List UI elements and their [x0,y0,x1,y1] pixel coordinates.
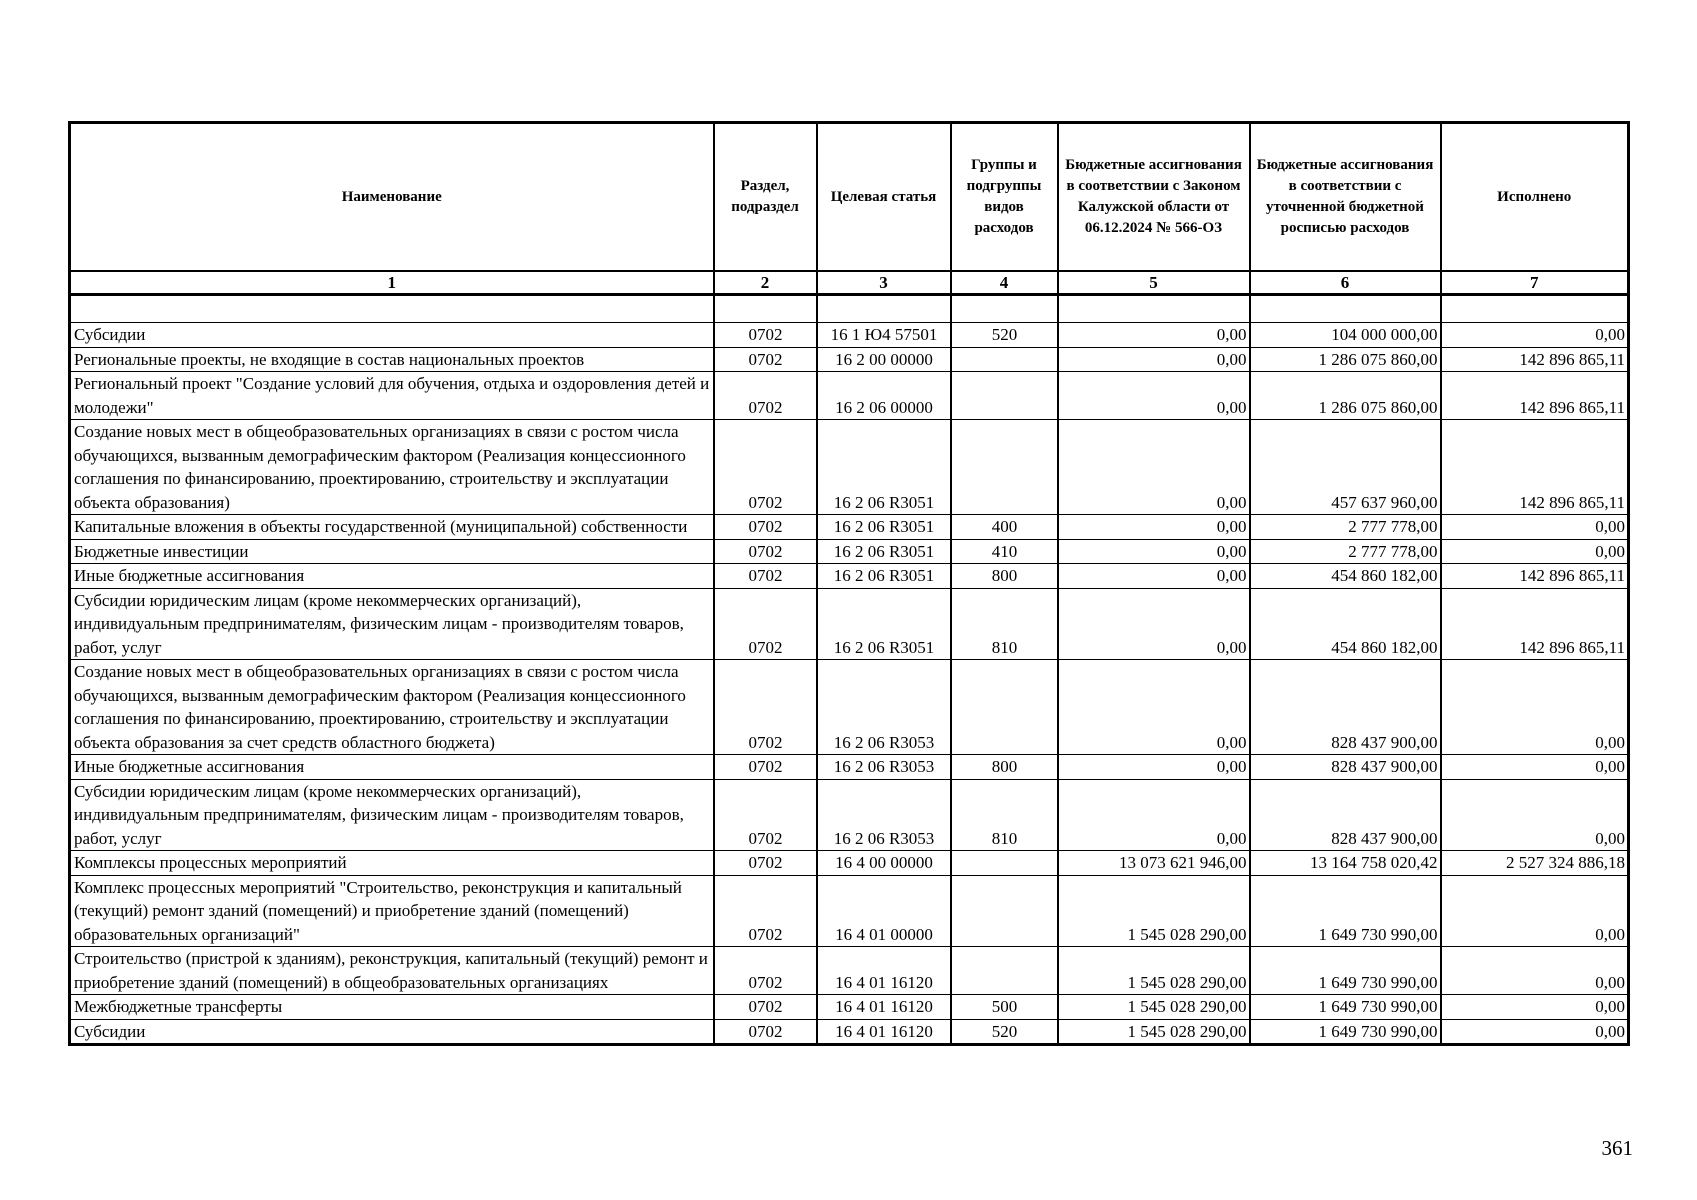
header-law-allocations: Бюджетные ассигнования в соответствии с Законом Калужской области от 06.12.2024 № 566-ОЗ [1058,123,1250,272]
cell-section: 0702 [714,1019,817,1045]
cell-name: Субсидии [70,1019,714,1045]
cell-name: Региональные проекты, не входящие в состав национальных проектов [70,347,714,372]
column-number: 6 [1250,271,1441,295]
table-row [70,539,1629,564]
cell-law-allocation: 0,00 [1058,755,1250,780]
cell-refined-allocation: 828 437 900,00 [1250,779,1441,851]
cell-target-article: 16 4 01 16120 [817,947,951,995]
header-executed: Исполнено [1441,123,1629,272]
table-row [70,875,1629,947]
cell-refined-allocation: 828 437 900,00 [1250,755,1441,780]
cell-target-article: 16 2 06 R3051 [817,564,951,589]
column-number: 1 [70,271,714,295]
cell-expense-group: 800 [951,755,1058,780]
cell-expense-group [951,851,1058,876]
cell-refined-allocation: 13 164 758 020,42 [1250,851,1441,876]
cell-expense-group [951,875,1058,947]
cell-target-article: 16 2 06 R3053 [817,660,951,755]
header-row [70,123,1629,272]
cell-section: 0702 [714,372,817,420]
header-target-article: Целевая статья [817,123,951,272]
cell-expense-group: 810 [951,779,1058,851]
cell-law-allocation: 1 545 028 290,00 [1058,1019,1250,1045]
cell-expense-group [951,947,1058,995]
table-row [70,947,1629,995]
cell-law-allocation: 0,00 [1058,588,1250,660]
cell-expense-group: 500 [951,995,1058,1020]
table-row [70,564,1629,589]
cell-executed: 2 527 324 886,18 [1441,851,1629,876]
cell-expense-group: 800 [951,564,1058,589]
cell-expense-group: 810 [951,588,1058,660]
cell-section: 0702 [714,323,817,348]
table-row [70,995,1629,1020]
spacer-row [70,295,1629,323]
cell-name: Субсидии [70,323,714,348]
cell-name: Бюджетные инвестиции [70,539,714,564]
header-refined-allocations: Бюджетные ассигнования в соответствии с уточненной бюджетной росписью расходов [1250,123,1441,272]
cell-law-allocation: 0,00 [1058,539,1250,564]
cell-target-article: 16 2 06 R3053 [817,779,951,851]
cell-name: Комплексы процессных мероприятий [70,851,714,876]
table-row [70,372,1629,420]
cell-executed: 142 896 865,11 [1441,372,1629,420]
page-number: 361 [1601,1136,1633,1160]
cell-refined-allocation: 828 437 900,00 [1250,660,1441,755]
cell-law-allocation: 0,00 [1058,323,1250,348]
cell-refined-allocation: 1 649 730 990,00 [1250,1019,1441,1045]
cell-section: 0702 [714,755,817,780]
cell-law-allocation: 0,00 [1058,372,1250,420]
table-row [70,515,1629,540]
cell-name: Иные бюджетные ассигнования [70,755,714,780]
column-number: 4 [951,271,1058,295]
cell-refined-allocation: 2 777 778,00 [1250,539,1441,564]
cell-law-allocation: 1 545 028 290,00 [1058,947,1250,995]
cell-name: Создание новых мест в общеобразовательных организациях в связи с ростом числа обучающихся, вызванным демографическим фактором (Реализация концессионного соглашения по финансированию, проектированию, строительству и эксплуатации объекта образования) [70,420,714,515]
cell-name: Создание новых мест в общеобразовательных организациях в связи с ростом числа обучающихся, вызванным демографическим фактором (Реализация концессионного соглашения по финансированию, проектированию, строительству и эксплуатации объекта образования за счет средств областного бюджета) [70,660,714,755]
column-number: 7 [1441,271,1629,295]
cell-refined-allocation: 1 649 730 990,00 [1250,875,1441,947]
cell-name: Субсидии юридическим лицам (кроме некоммерческих организаций), индивидуальным предпринимателям, физическим лицам - производителям товаров, работ, услуг [70,779,714,851]
cell-refined-allocation: 1 649 730 990,00 [1250,947,1441,995]
header-expense-groups: Группы и подгруппы видов расходов [951,123,1058,272]
cell-law-allocation: 0,00 [1058,515,1250,540]
table-row [70,755,1629,780]
cell-section: 0702 [714,779,817,851]
table-row [70,851,1629,876]
cell-section: 0702 [714,347,817,372]
cell-executed: 0,00 [1441,947,1629,995]
cell-section: 0702 [714,851,817,876]
cell-target-article: 16 4 01 00000 [817,875,951,947]
cell-executed: 142 896 865,11 [1441,420,1629,515]
cell-executed: 142 896 865,11 [1441,564,1629,589]
cell-section: 0702 [714,515,817,540]
column-number: 5 [1058,271,1250,295]
cell-refined-allocation: 457 637 960,00 [1250,420,1441,515]
table-row [70,660,1629,755]
cell-name: Комплекс процессных мероприятий "Строительство, реконструкция и капитальный (текущий) ремонт зданий (помещений) и приобретение зданий (помещений) образовательных организаций" [70,875,714,947]
cell-target-article: 16 2 00 00000 [817,347,951,372]
cell-section: 0702 [714,947,817,995]
cell-executed: 0,00 [1441,755,1629,780]
cell-law-allocation: 0,00 [1058,779,1250,851]
table-row [70,588,1629,660]
cell-executed: 0,00 [1441,779,1629,851]
cell-expense-group: 410 [951,539,1058,564]
cell-name: Строительство (пристрой к зданиям), реконструкция, капитальный (текущий) ремонт и приобретение зданий (помещений) в общеобразовательных организациях [70,947,714,995]
cell-name: Субсидии юридическим лицам (кроме некоммерческих организаций), индивидуальным предпринимателям, физическим лицам - производителям товаров, работ, услуг [70,588,714,660]
cell-executed: 0,00 [1441,323,1629,348]
cell-target-article: 16 2 06 R3051 [817,515,951,540]
cell-target-article: 16 2 06 00000 [817,372,951,420]
cell-executed: 0,00 [1441,539,1629,564]
table-row [70,420,1629,515]
table-row [70,1019,1629,1045]
cell-law-allocation: 13 073 621 946,00 [1058,851,1250,876]
cell-section: 0702 [714,875,817,947]
budget-table-container [68,121,1627,1046]
cell-target-article: 16 4 01 16120 [817,1019,951,1045]
cell-expense-group [951,372,1058,420]
cell-target-article: 16 2 06 R3053 [817,755,951,780]
table-row [70,779,1629,851]
cell-law-allocation: 0,00 [1058,347,1250,372]
cell-target-article: 16 2 06 R3051 [817,420,951,515]
cell-executed: 142 896 865,11 [1441,347,1629,372]
table-row [70,347,1629,372]
cell-section: 0702 [714,660,817,755]
cell-expense-group [951,347,1058,372]
cell-section: 0702 [714,564,817,589]
cell-expense-group: 400 [951,515,1058,540]
cell-law-allocation: 1 545 028 290,00 [1058,995,1250,1020]
cell-executed: 0,00 [1441,995,1629,1020]
cell-section: 0702 [714,995,817,1020]
cell-executed: 0,00 [1441,875,1629,947]
cell-expense-group: 520 [951,323,1058,348]
cell-section: 0702 [714,420,817,515]
cell-refined-allocation: 1 649 730 990,00 [1250,995,1441,1020]
cell-name: Иные бюджетные ассигнования [70,564,714,589]
cell-executed: 142 896 865,11 [1441,588,1629,660]
cell-executed: 0,00 [1441,1019,1629,1045]
cell-target-article: 16 4 01 16120 [817,995,951,1020]
cell-name: Региональный проект "Создание условий для обучения, отдыха и оздоровления детей и молодежи" [70,372,714,420]
cell-law-allocation: 0,00 [1058,660,1250,755]
cell-expense-group [951,420,1058,515]
cell-expense-group: 520 [951,1019,1058,1045]
cell-refined-allocation: 454 860 182,00 [1250,564,1441,589]
table-body [70,295,1629,1045]
cell-name: Межбюджетные трансферты [70,995,714,1020]
cell-executed: 0,00 [1441,515,1629,540]
header-name: Наименование [70,123,714,272]
cell-target-article: 16 1 Ю4 57501 [817,323,951,348]
cell-refined-allocation: 1 286 075 860,00 [1250,347,1441,372]
header-section: Раздел, подраздел [714,123,817,272]
cell-target-article: 16 2 06 R3051 [817,539,951,564]
cell-section: 0702 [714,539,817,564]
cell-refined-allocation: 2 777 778,00 [1250,515,1441,540]
cell-law-allocation: 0,00 [1058,564,1250,589]
cell-law-allocation: 0,00 [1058,420,1250,515]
cell-refined-allocation: 1 286 075 860,00 [1250,372,1441,420]
cell-refined-allocation: 104 000 000,00 [1250,323,1441,348]
column-number: 2 [714,271,817,295]
column-number: 3 [817,271,951,295]
cell-law-allocation: 1 545 028 290,00 [1058,875,1250,947]
cell-refined-allocation: 454 860 182,00 [1250,588,1441,660]
cell-expense-group [951,660,1058,755]
cell-name: Капитальные вложения в объекты государственной (муниципальной) собственности [70,515,714,540]
table-row [70,323,1629,348]
cell-executed: 0,00 [1441,660,1629,755]
cell-target-article: 16 2 06 R3051 [817,588,951,660]
cell-target-article: 16 4 00 00000 [817,851,951,876]
column-number-row [70,271,1629,295]
budget-table [68,121,1630,1046]
cell-section: 0702 [714,588,817,660]
